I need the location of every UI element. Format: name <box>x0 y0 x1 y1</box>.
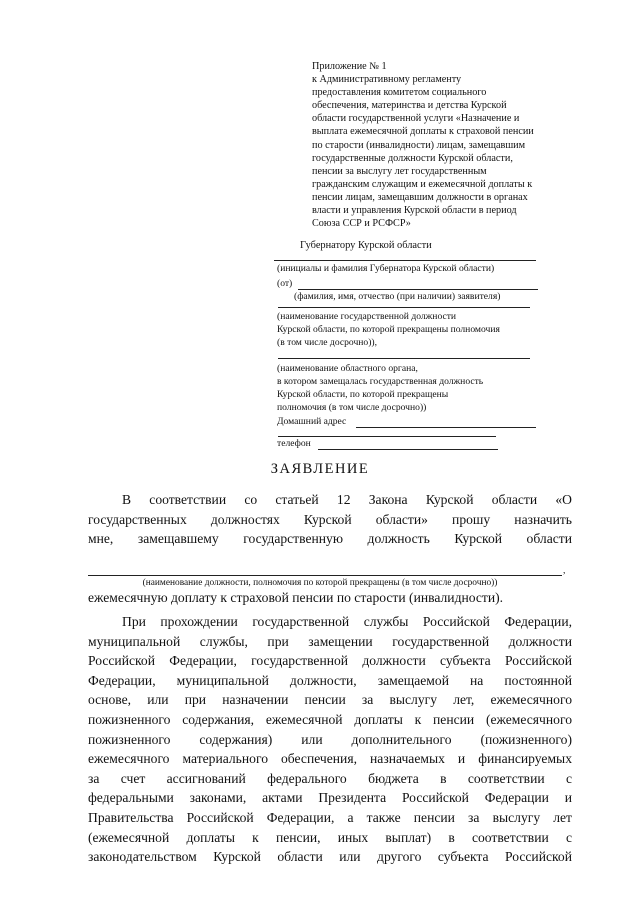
body-line: В соответствии со статьей 12 Закона Курской области «О <box>122 492 572 507</box>
governor-field-line[interactable] <box>274 260 536 261</box>
body-line: пожизненного содержания, ежемесячной доплаты к пенсии (ежемесячного <box>88 711 572 727</box>
address-field-line[interactable] <box>356 427 536 428</box>
position-name-comma: , <box>563 565 566 576</box>
body-line: ежемесячную доплату к страховой пенсии по старости (инвалидности). <box>88 590 504 605</box>
organ-caption-line: в котором замещалась государственная должность <box>277 376 484 387</box>
annex-line: Приложение № 1 <box>312 61 387 72</box>
phone-field-line[interactable] <box>318 449 498 450</box>
annex-line: предоставления комитетом социального <box>312 87 487 99</box>
annex-line: к Административному регламенту <box>312 74 462 86</box>
body-line: муниципальной службы, при замещении государственной должности <box>88 633 572 649</box>
body-line: мне, замещавшему государственную должность Курской области <box>88 531 572 547</box>
governor-caption: (инициалы и фамилия Губернатора Курской области) <box>277 263 495 274</box>
from-label: (от) <box>277 278 293 289</box>
organ-caption-line: полномочия (в том числе досрочно)) <box>277 402 427 413</box>
body-line: федеральными законами, актами Президента Российской Федерации и <box>88 790 572 806</box>
organ-caption-line: (наименование областного органа, <box>277 363 418 374</box>
governor-label: Губернатору Курской области <box>300 240 432 251</box>
position-caption-line: (наименование государственной должности <box>277 311 457 322</box>
phone-label: телефон <box>277 438 311 449</box>
document-title: ЗАЯВЛЕНИЕ <box>270 461 370 477</box>
annex-line: по старости (инвалидности) лицам, замещавшим <box>312 139 526 151</box>
position-caption-line: Курской области, по которой прекращены полномочия <box>277 324 500 335</box>
organ-caption-line: Курской области, по которой прекращены <box>277 389 449 400</box>
address-field-line-2[interactable] <box>278 436 496 437</box>
body-line: пожизненного содержания) или дополнительного (пожизненного) <box>88 731 572 747</box>
body-line: основе, или при назначении пенсии за выслугу лет, ежемесячного <box>88 692 572 708</box>
position-name-field-line[interactable] <box>88 575 562 576</box>
annex-line: Союза ССР и РСФСР» <box>312 218 411 230</box>
body-line: Правительства Российской Федерации, а также пенсии за выслугу лет <box>88 809 572 825</box>
body-line: за счет ассигнований федерального бюджета в соответствии с <box>88 770 572 786</box>
applicant-field-line[interactable] <box>298 289 538 290</box>
organ-field-line[interactable] <box>278 358 530 359</box>
body-line: ежемесячного материального обеспечения, назначаемых и финансируемых <box>88 751 572 767</box>
annex-line: области государственной услуги «Назначение и <box>312 113 520 125</box>
position-field-line[interactable] <box>278 307 530 308</box>
position-caption-line: (в том числе досрочно)), <box>277 337 377 348</box>
address-label: Домашний адрес <box>277 416 347 427</box>
applicant-caption: (фамилия, имя, отчество (при наличии) заявителя) <box>294 291 501 302</box>
paragraph-1 <box>88 490 572 549</box>
annex-line: выплата ежемесячной доплаты к страховой пенсии <box>312 126 534 138</box>
position-name-caption: (наименование должности, полномочия по которой прекращены (в том числе досрочно)) <box>142 578 498 588</box>
paragraph-2 <box>88 612 572 867</box>
annex-header <box>312 60 587 230</box>
body-line: Федерации, муниципальной должности, замещаемой на постоянной <box>88 672 572 688</box>
body-line: Российской Федерации, государственной должности субъекта Российской <box>88 653 572 669</box>
paragraph-1-end <box>88 588 572 608</box>
body-line: государственных должностях Курской области» прошу назначить <box>88 511 572 527</box>
body-line: При прохождении государственной службы Российской Федерации, <box>122 614 572 629</box>
body-line: (ежемесячной доплаты к пенсии, иных выплат) в соответствии с <box>88 829 572 845</box>
annex-line: пенсии за выслугу лет государственным <box>312 165 487 177</box>
annex-line: пенсии лицам, замещавшим должности в органах <box>312 191 528 203</box>
body-line: законодательством Курской области или другого субъекта Российской <box>88 849 572 865</box>
annex-line: власти и управления Курской области в период <box>312 205 517 217</box>
annex-line: государственные должности Курской области, <box>312 152 513 164</box>
annex-line: гражданским служащим и ежемесячной доплаты к <box>312 178 533 190</box>
annex-line: обеспечения, материнства и детства Курской <box>312 100 507 112</box>
